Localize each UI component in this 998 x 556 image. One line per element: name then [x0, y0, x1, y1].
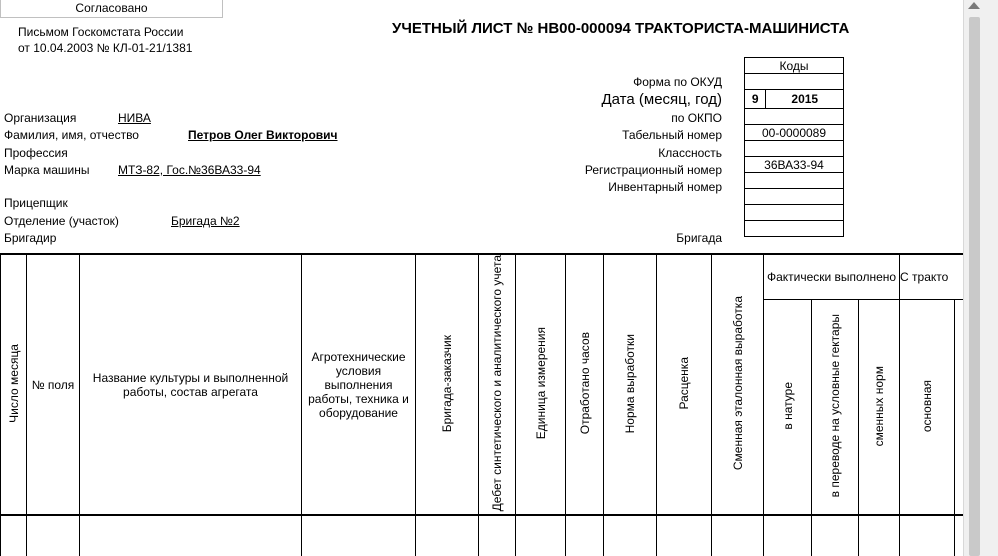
approval-letter-line2: от 10.04.2003 № КЛ-01-21/1381 — [18, 41, 193, 55]
col-partial: С тракто — [900, 254, 963, 300]
foreman-label: Бригадир — [4, 231, 57, 245]
brigade-cell — [745, 221, 844, 237]
okud-cell — [745, 74, 844, 90]
machine-value: МТЗ-82, Гос.№36ВА33-94 — [118, 163, 261, 177]
department-value: Бригада №2 — [171, 214, 240, 228]
col-shiftnorm: сменных норм — [859, 300, 900, 516]
year-cell: 2015 — [766, 90, 844, 109]
col-day: Число месяца — [1, 254, 27, 515]
vertical-scrollbar[interactable] — [963, 0, 998, 556]
col-main: основная — [900, 300, 955, 516]
approval-letter-line1: Письмом Госкомстата России — [18, 25, 184, 39]
col-unit: Единица измерения — [516, 254, 566, 515]
okpo-label: по ОКПО — [671, 111, 722, 125]
col-shift: Сменная эталонная выработка — [712, 254, 764, 515]
okpo-cell — [745, 109, 844, 125]
codes-header: Коды — [745, 58, 844, 74]
col-crop: Название культуры и выполненной работы, состав агрегата — [80, 254, 302, 515]
inv-number-label: Инвентарный номер — [608, 180, 722, 194]
table-row-1-cell — [1, 515, 27, 556]
col-agro: Агротехнические условия выполнения работы, техника и оборудование — [302, 254, 416, 515]
inv-number-cell — [745, 173, 844, 189]
scroll-up-arrow-icon[interactable] — [968, 2, 980, 9]
class-label: Классность — [658, 146, 722, 160]
brigade-label: Бригада — [676, 231, 722, 245]
col-rate: Расценка — [657, 254, 712, 515]
fio-label: Фамилия, имя, отчество — [4, 128, 139, 142]
blank-cell-2 — [745, 205, 844, 221]
codes-table — [744, 57, 844, 237]
col-field: № поля — [27, 254, 80, 515]
col-actual: Фактически выполнено — [764, 254, 900, 300]
work-table — [0, 253, 963, 556]
profession-label: Профессия — [4, 146, 68, 160]
col-debit: Дебет синтетического и аналитического учета — [479, 254, 516, 515]
col-extra — [955, 300, 963, 516]
blank-cell-1 — [745, 189, 844, 205]
org-label: Организация — [4, 111, 77, 125]
col-norm: Норма выработки — [604, 254, 657, 515]
month-cell: 9 — [745, 90, 766, 109]
okud-label: Форма по ОКУД — [633, 75, 722, 89]
scrollbar-thumb[interactable] — [969, 17, 980, 556]
col-customer: Бригада-заказчик — [416, 254, 479, 515]
trailer-label: Прицепщик — [4, 196, 68, 210]
document-title: УЧЕТНЫЙ ЛИСТ № НВ00-000094 ТРАКТОРИСТА-МАШИНИСТА — [392, 20, 850, 37]
approved-stamp: Согласовано — [0, 0, 223, 18]
org-value: НИВА — [118, 111, 151, 125]
class-cell — [745, 141, 844, 157]
reg-number-cell: 36ВА33-94 — [745, 157, 844, 173]
machine-label: Марка машины — [4, 163, 90, 177]
col-conv: в переводе на условные гектары — [812, 300, 859, 516]
reg-number-label: Регистрационный номер — [584, 163, 722, 177]
fio-value: Петров Олег Викторович — [188, 128, 338, 142]
col-natural: в натуре — [764, 300, 812, 516]
date-label: Дата (месяц, год) — [601, 91, 722, 108]
col-hours: Отработано часов — [566, 254, 604, 515]
tab-number-cell: 00-0000089 — [745, 125, 844, 141]
department-label: Отделение (участок) — [4, 214, 119, 228]
tab-number-label: Табельный номер — [622, 128, 722, 142]
